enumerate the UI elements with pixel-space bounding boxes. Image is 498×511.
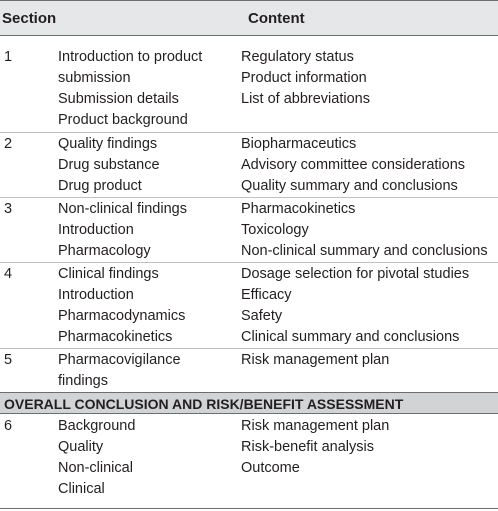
section-item: Non-clinical findings xyxy=(58,201,187,217)
content-item: List of abbreviations xyxy=(241,91,370,107)
content-item: Outcome xyxy=(241,460,300,476)
section-item: submission xyxy=(58,70,131,86)
section-number: 1 xyxy=(4,49,13,65)
header-section: Section xyxy=(2,10,57,27)
section-item: Introduction to product xyxy=(58,49,203,65)
section-item: Pharmacovigilance xyxy=(58,352,181,368)
section-number: 3 xyxy=(4,201,13,217)
content-item: Efficacy xyxy=(241,287,292,303)
table-header xyxy=(0,0,498,36)
content-item: Non-clinical summary and conclusions xyxy=(241,243,488,259)
content-item: Regulatory status xyxy=(241,49,354,65)
content-item: Biopharmaceutics xyxy=(241,136,357,152)
overall-conclusion-heading xyxy=(0,392,498,414)
row-divider xyxy=(0,348,498,349)
content-item: Dosage selection for pivotal studies xyxy=(241,266,470,282)
section-item: Drug substance xyxy=(58,157,160,173)
row-divider xyxy=(0,262,498,263)
content-item: Advisory committee considerations xyxy=(241,157,466,173)
section-number: 6 xyxy=(4,418,13,434)
overall-conclusion-title: OVERALL CONCLUSION AND RISK/BENEFIT ASSESSMENT xyxy=(4,396,404,412)
table-bottom-border xyxy=(0,508,498,509)
section-item: Clinical xyxy=(58,481,105,497)
row-divider xyxy=(0,197,498,198)
content-item: Quality summary and conclusions xyxy=(241,178,458,194)
content-item: Risk management plan xyxy=(241,418,390,434)
section-item: Introduction xyxy=(58,287,134,303)
section-item: findings xyxy=(58,373,108,389)
content-item: Toxicology xyxy=(241,222,309,238)
section-item: Pharmacology xyxy=(58,243,151,259)
content-item: Pharmacokinetics xyxy=(241,201,356,217)
section-item: Submission details xyxy=(58,91,179,107)
content-item: Product information xyxy=(241,70,367,86)
content-item: Risk-benefit analysis xyxy=(241,439,374,455)
section-item: Introduction xyxy=(58,222,134,238)
section-item: Pharmacodynamics xyxy=(58,308,186,324)
section-number: 5 xyxy=(4,352,13,368)
section-number: 2 xyxy=(4,136,13,152)
section-item: Drug product xyxy=(58,178,142,194)
content-item: Clinical summary and conclusions xyxy=(241,329,460,345)
section-number: 4 xyxy=(4,266,13,282)
section-item: Product background xyxy=(58,112,188,128)
section-item: Quality findings xyxy=(58,136,158,152)
section-item: Pharmacokinetics xyxy=(58,329,173,345)
section-item: Quality xyxy=(58,439,104,455)
section-item: Clinical findings xyxy=(58,266,159,282)
section-item: Background xyxy=(58,418,136,434)
content-item: Safety xyxy=(241,308,283,324)
header-content: Content xyxy=(248,10,305,27)
row-divider xyxy=(0,132,498,133)
section-item: Non-clinical xyxy=(58,460,133,476)
content-item: Risk management plan xyxy=(241,352,390,368)
